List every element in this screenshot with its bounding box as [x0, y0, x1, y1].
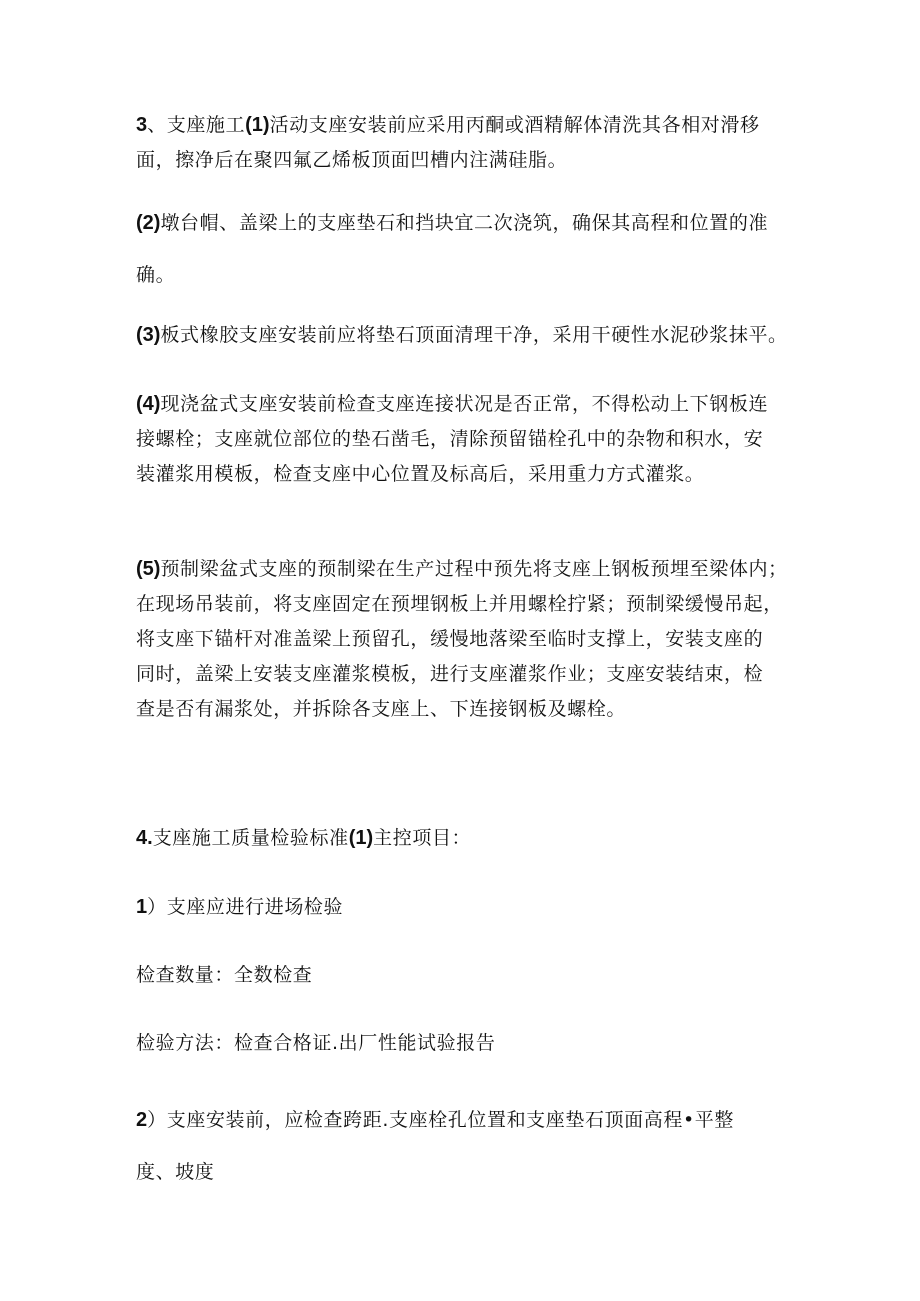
section-number: 4. — [136, 827, 153, 849]
line-text: ）支座安装前，应检查跨距.支座栓孔位置和支座垫石顶面高程•平整 — [147, 1109, 734, 1131]
paragraph-4-quality-standard — [136, 821, 816, 856]
line-text: 确。 — [136, 264, 176, 286]
line-text: 现浇盆式支座安装前检查支座连接状况是否正常，不得松动上下钢板连 — [160, 393, 769, 415]
item-number: (1) — [348, 827, 374, 849]
paragraph-subitem-1 — [136, 890, 816, 925]
text-line — [136, 958, 816, 993]
text-line — [136, 197, 816, 249]
text-line — [136, 387, 816, 422]
line-text: 墩台帽、盖梁上的支座垫石和挡块宜二次浇筑，确保其高程和位置的准 — [160, 212, 769, 234]
line-text: 活动支座安装前应采用丙酮或酒精解体清洗其各相对滑移 — [269, 114, 760, 136]
paragraph-item-3 — [136, 318, 816, 353]
subitem-number: 1 — [136, 896, 148, 918]
line-text: 同时，盖梁上安装支座灌浆模板，进行支座灌浆作业；支座安装结束，检 — [136, 663, 764, 685]
paragraph-inspection-quantity — [136, 958, 816, 993]
item-number: (5) — [136, 558, 161, 580]
line-text: 查是否有漏浆处，并拆除各支座上、下连接钢板及螺栓。 — [136, 698, 627, 720]
paragraph-item-2 — [136, 197, 816, 301]
line-text: 支座施工质量检验标准 — [152, 827, 349, 849]
line-text: 检查数量：全数检查 — [136, 964, 313, 986]
text-line — [136, 1146, 816, 1198]
line-text: 将支座下锚杆对准盖梁上预留孔，缓慢地落梁至临时支撑上，安装支座的 — [136, 628, 764, 650]
text-line — [136, 552, 816, 587]
text-line — [136, 422, 816, 457]
text-line — [136, 622, 816, 657]
text-line — [136, 108, 816, 143]
paragraph-item-5 — [136, 552, 816, 727]
line-text: 预制梁盆式支座的预制梁在生产过程中预先将支座上钢板预埋至梁体内； — [160, 558, 788, 580]
item-number: (2) — [136, 212, 161, 234]
text-line — [136, 587, 816, 622]
line-text: 在现场吊装前，将支座固定在预埋钢板上并用螺栓拧紧；预制梁缓慢吊起， — [136, 593, 783, 615]
paragraph-3-bearing-construction — [136, 108, 816, 178]
line-text: 面，擦净后在聚四氟乙烯板顶面凹槽内注满硅脂。 — [136, 149, 568, 171]
text-line — [136, 1094, 816, 1146]
text-line — [136, 457, 816, 492]
line-text: 度、坡度 — [136, 1161, 215, 1183]
line-text: 接螺栓；支座就位部位的垫石凿毛，清除预留锚栓孔中的杂物和积水，安 — [136, 428, 764, 450]
paragraph-item-4 — [136, 387, 816, 492]
text-line — [136, 143, 816, 178]
item-number: (3) — [136, 324, 161, 346]
text-line — [136, 1026, 816, 1061]
text-line — [136, 657, 816, 692]
item-number: (1) — [245, 114, 270, 136]
text-line — [136, 249, 816, 301]
line-text: 装灌浆用模板，检查支座中心位置及标高后，采用重力方式灌浆。 — [136, 463, 705, 485]
line-text: 、支座施工 — [147, 114, 246, 136]
section-number: 3 — [136, 114, 148, 136]
text-line — [136, 318, 816, 353]
item-number: (4) — [136, 393, 161, 415]
paragraph-inspection-method — [136, 1026, 816, 1061]
text-line — [136, 890, 816, 925]
line-text: 主控项目： — [373, 827, 472, 849]
subitem-number: 2 — [136, 1109, 148, 1131]
line-text: ）支座应进行进场检验 — [147, 896, 344, 918]
line-text: 检验方法：检查合格证.出厂性能试验报告 — [136, 1032, 496, 1054]
text-line — [136, 692, 816, 727]
paragraph-subitem-2 — [136, 1094, 816, 1198]
line-text: 板式橡胶支座安装前应将垫石顶面清理干净，采用干硬性水泥砂浆抹平。 — [160, 324, 788, 346]
text-line — [136, 821, 816, 856]
